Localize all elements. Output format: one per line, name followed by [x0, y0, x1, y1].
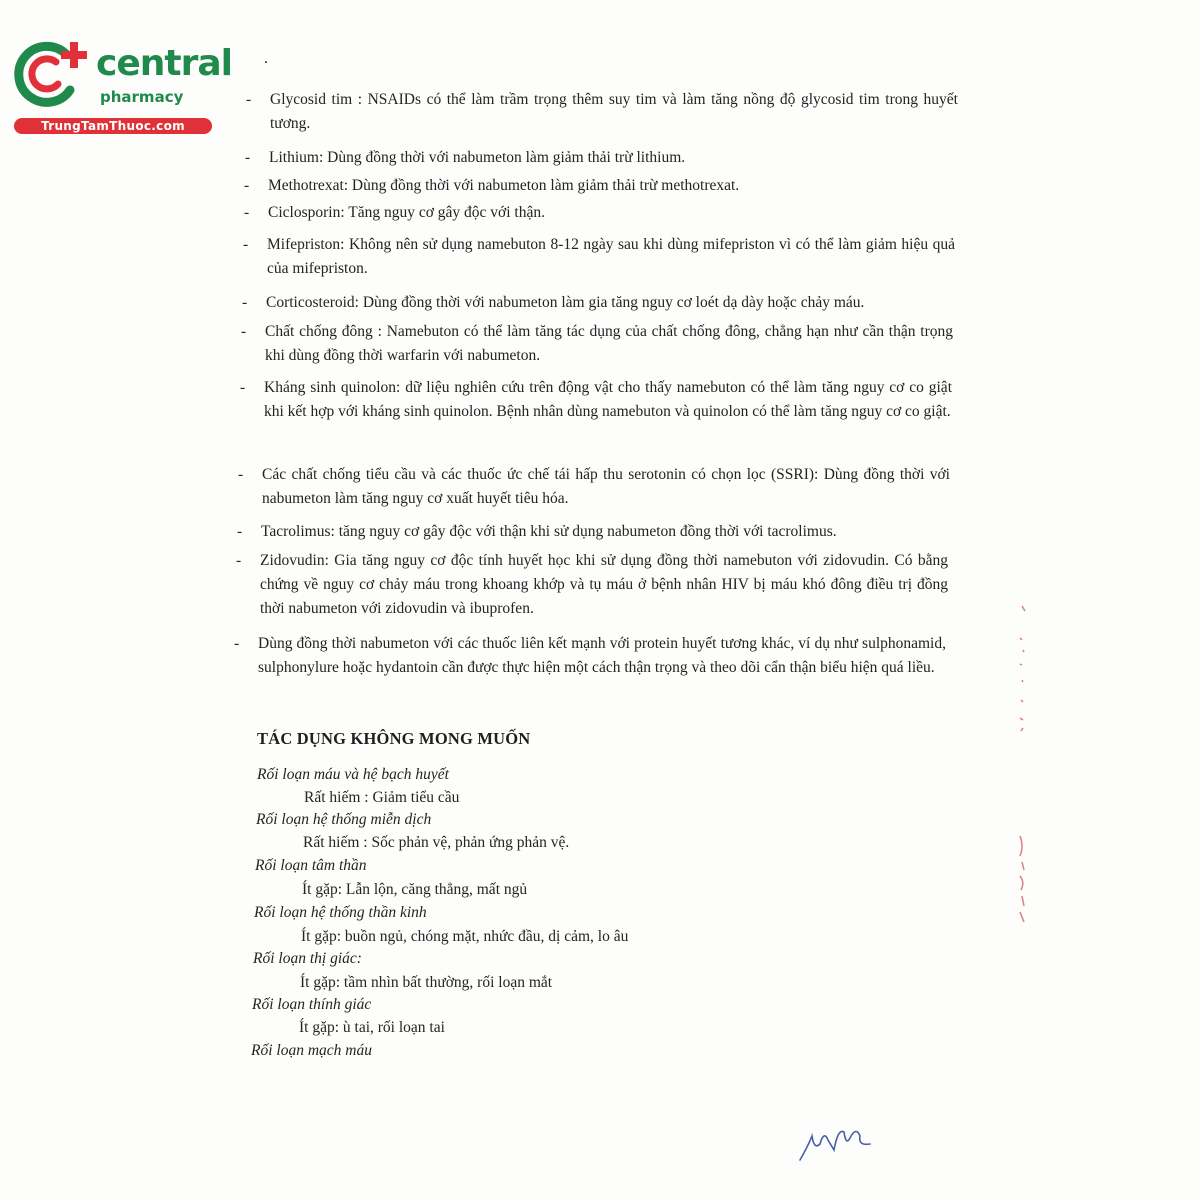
list-item — [246, 88, 958, 136]
list-item — [237, 520, 949, 544]
interaction-text: Dùng đồng thời nabumeton với các thuốc liên kết mạnh với protein huyết tương khác, ví dụ như sulphonamid, sulphonylure hoặc hydantoin cần được thực hiện một cách thận trọng và theo dõi cẩn thận biểu hiện quá liều. — [258, 635, 946, 676]
effect-item: Ít gặp: buồn ngủ, chóng mặt, nhức đầu, dị cảm, lo âu — [301, 928, 629, 945]
section-heading: TÁC DỤNG KHÔNG MONG MUỐN — [257, 729, 531, 748]
stray-mark: . — [264, 50, 268, 67]
effect-item: Ít gặp: tầm nhìn bất thường, rối loạn mắt — [300, 974, 553, 991]
effect-category: Rối loạn hệ thống thần kinh — [254, 904, 427, 921]
effect-item: Rất hiếm : Giảm tiểu cầu — [304, 789, 460, 806]
list-item — [241, 320, 953, 368]
list-dash: - — [241, 323, 247, 340]
list-item — [244, 174, 956, 198]
list-dash: - — [245, 149, 251, 166]
interaction-text: Chất chống đông : Namebuton có thể làm tăng tác dụng của chất chống đông, chẳng hạn như cần thận trọng khi dùng đồng thời warfarin với nabumeton. — [265, 323, 953, 364]
list-item — [236, 549, 948, 621]
effect-category: Rối loạn máu và hệ bạch huyết — [257, 766, 449, 783]
interaction-text: Tacrolimus: tăng nguy cơ gây độc với thận khi sử dụng nabumeton đồng thời với tacrolimus. — [261, 523, 837, 540]
interaction-text: Glycosid tim : NSAIDs có thể làm trầm trọng thêm suy tim và làm tăng nồng độ glycosid tim trong huyết tương. — [270, 91, 958, 132]
effect-category: Rối loạn mạch máu — [251, 1042, 372, 1059]
interaction-text: Lithium: Dùng đồng thời với nabumeton làm giảm thải trừ lithium. — [269, 149, 686, 166]
list-item — [234, 632, 946, 680]
list-item — [238, 463, 950, 511]
logo-url-banner: TrungTamThuoc.com — [14, 118, 212, 134]
interaction-text: Corticosteroid: Dùng đồng thời với nabumeton làm gia tăng nguy cơ loét dạ dày hoặc chảy máu. — [266, 294, 865, 311]
effect-item: Rất hiếm : Sốc phản vệ, phản ứng phản vệ. — [303, 834, 570, 851]
logo-subtitle: pharmacy — [100, 88, 184, 106]
interaction-text: Methotrexat: Dùng đồng thời với nabumeton làm giảm thải trừ methotrexat. — [268, 177, 740, 194]
effect-item: Ít gặp: Lẫn lộn, căng thẳng, mất ngủ — [302, 881, 528, 898]
effect-category: Rối loạn hệ thống miễn dịch — [256, 811, 432, 828]
list-item — [245, 146, 957, 170]
list-dash: - — [244, 177, 250, 194]
list-dash: - — [246, 91, 252, 108]
handwritten-signature — [798, 1120, 878, 1166]
list-dash: - — [242, 294, 248, 311]
list-dash: - — [240, 379, 246, 396]
list-item — [244, 201, 956, 225]
effect-category: Rối loạn thính giác — [252, 996, 372, 1013]
effect-category: Rối loạn tâm thần — [255, 857, 367, 874]
stamp-margin-marks — [1008, 600, 1038, 940]
list-dash: - — [244, 204, 250, 221]
interaction-text: Kháng sinh quinolon: dữ liệu nghiên cứu trên động vật cho thấy namebuton có thể làm tăng nguy cơ co giật khi kết hợp với kháng sinh quinolon. Bệnh nhân dùng namebuton và quinolon có thể làm tăng nguy cơ co giật. — [264, 379, 952, 420]
interaction-text: Ciclosporin: Tăng nguy cơ gây độc với thận. — [268, 204, 545, 221]
effect-category: Rối loạn thị giác: — [253, 950, 362, 967]
list-dash: - — [237, 523, 243, 540]
interaction-text: Các chất chống tiểu cầu và các thuốc ức chế tái hấp thu serotonin có chọn lọc (SSRI): Dùng đồng thời với nabumeton làm tăng nguy cơ xuất huyết tiêu hóa. — [262, 466, 950, 507]
list-dash: - — [243, 236, 249, 253]
list-dash: - — [234, 635, 240, 652]
logo-brand-name: central — [96, 43, 232, 84]
effect-item: Ít gặp: ù tai, rối loạn tai — [299, 1019, 445, 1036]
list-dash: - — [236, 552, 242, 569]
list-item — [240, 376, 952, 424]
list-item — [243, 233, 955, 281]
interaction-text: Mifepriston: Không nên sử dụng namebuton 8-12 ngày sau khi dùng mifepriston vì có thể làm giảm hiệu quả của mifepriston. — [267, 236, 955, 277]
interaction-text: Zidovudin: Gia tăng nguy cơ độc tính huyết học khi sử dụng đồng thời namebuton với zidovudin. Có bằng chứng về nguy cơ chảy máu trong khoang khớp và tụ máu ở bệnh nhân HIV bị máu khó đông điều trị đồng thời nabumeton với zidovudin và ibuprofen. — [260, 552, 948, 617]
list-item — [242, 291, 954, 315]
list-dash: - — [238, 466, 244, 483]
